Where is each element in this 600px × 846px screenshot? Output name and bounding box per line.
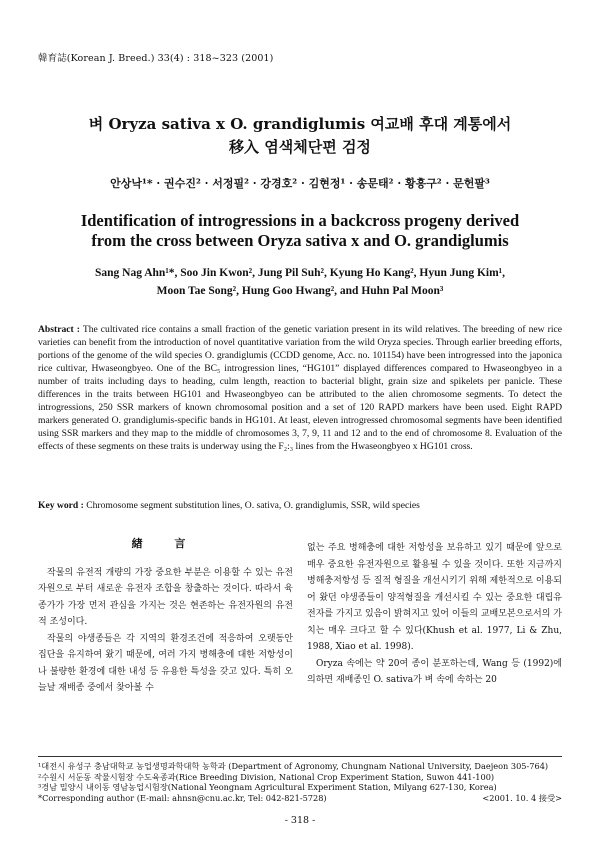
footnote-2: ²수원시 서둔동 작물시험장 수도육종과(Rice Breeding Division, National Crop Experiment Station, Suwon 441-100)	[38, 771, 495, 782]
abstract-text: The cultivated rice contains a small fraction of the genetic variation present in its wild relatives. The breeding of new rice varieties can benefit from the introduction of novel quantitative variation from the wild Oryza species. Through earlier breeding efforts, portions of the genome of the wild species O. grandiglumis (CCDD genome, Acc. no. 101154) have been introgressed into the japonica rice cultivar, Hwaseongbyeo. One of the BC₅ introgression lines, “HG101” displayed differences compared to Hwaseongbyeo in a number of traits including days to heading, culm length, reaction to bacterial blight, grain size and spikelets per panicle. These differences in the traits between HG101 and Hwaseongbyeo can be attributed to the alien chromosome segments. To detect the introgressions, 250 SSR markers of known chromosomal position and a set of 120 RAPD markers have been used. Eight RAPD markers generated O. grandiglumis-specific bands in HG101. At least, eleven introgressed chromosomal segments have been identified using SSR markers and they map to the middle of chromosomes 3, 7, 9, 11 and 12 and to the end of chromosome 8. Evaluation of the effects of these segments on these traits is underway using the F₂:₃ lines from the Hwaseongbyeo x HG101 cross.	[38, 324, 563, 452]
journal-header: 韓育誌(Korean J. Breed.) 33(4) : 318~323 (2001)	[38, 53, 274, 64]
footnotes	[38, 761, 562, 803]
english-title-line1: Identification of introgressions in a backcross progeny derived	[80, 211, 520, 230]
intro-right-column	[307, 540, 562, 689]
page-number: - 318 -	[284, 815, 316, 826]
keyword-label: Key word :	[38, 500, 84, 511]
section-heading: 緖 言	[131, 537, 200, 550]
corresponding-author: *Corresponding author (E-mail: ahnsn@cnu.ac.kr, Tel: 042-821-5728)	[38, 792, 327, 803]
english-authors-line1: Sang Nag Ahn¹*, Soo Jin Kwon², Jung Pil Suh², Kyung Ho Kang², Hyun Jung Kim¹,	[95, 267, 505, 279]
intro-paragraph: 작물의 야생종들은 각 지역의 환경조건에 적응하여 오랫동안 집단을 유지하여 왔기 때문에, 여러 가지 병해충에 대한 저항성이나 불량한 환경에 대한 내성 등 유용한 특성을 갖고 있다. 특히 오늘날 재배종 중에서 찾아볼 수	[38, 633, 293, 693]
intro-paragraph: 없는 주요 병해충에 대한 저항성을 보유하고 있기 때문에 앞으로 매우 중요한 유전자원으로 활용될 수 있을 것이다. 또한 지금까지 병해충저항성 등 질적 형질을 개선시키기 위해 제한적으로 이용되어 왔던 야생종들이 양적형질을 개선시킬 수 있는 중요한 대립유전자를 가지고 있음이 밝혀지고 있어 이들의 교배모본으로서의 가치는 매우 크다고 할 수 있다(Khush et al. 1977, Li & Zhu, 1988, Xiao et al. 1998).	[307, 543, 562, 652]
footnote-corresponding-row	[38, 793, 562, 804]
korean-title-line2: 移入 염색체단편 검정	[229, 138, 371, 156]
english-title-line2: from the cross between Oryza sativa x and O. grandiglumis	[91, 231, 509, 250]
keywords	[38, 500, 562, 511]
intro-paragraph: Oryza 속에는 약 20여 종이 분포하는데, Wang 등 (1992)에 의하면 재배종인 O. sativa가 벼 속에 속하는 20	[307, 658, 562, 685]
footnote-3: ³경남 밀양시 내이동 영남농업시험장(National Yeongnam Agricultural Experiment Station, Milyang 627-130, Korea)	[38, 782, 497, 792]
abstract-label: Abstract :	[38, 324, 80, 335]
footnote-divider	[38, 756, 562, 757]
keyword-text: Chromosome segment substitution lines, O. sativa, O. grandiglumis, SSR, wild species	[86, 500, 420, 511]
english-authors-line2: Moon Tae Song², Hung Goo Hwang², and Huhn Pal Moon³	[156, 285, 444, 297]
footnote-1: ¹대전시 유성구 충남대학교 농업생명과학대학 농학과 (Department of Agronomy, Chungnam National University, Daejeon 305-764)	[38, 761, 549, 771]
intro-paragraph: 작물의 유전적 개량의 가장 중요한 부분은 이용할 수 있는 유전자원으로 부터 새로운 유전자 조합을 창출하는 것이다. 따라서 육종가가 가장 먼저 관심을 가지는 것은 현존하는 유전자원의 유전적 조성이다.	[38, 567, 293, 627]
received-date: <2001. 10. 4 接受>	[482, 792, 562, 803]
abstract	[38, 323, 562, 453]
intro-left-column	[38, 536, 293, 697]
korean-title-line1: 벼 Oryza sativa x O. grandiglumis 여교배 후대 계통에서	[88, 115, 512, 133]
korean-authors: 안상낙¹* · 권수진² · 서정필² · 강경호² · 김현정¹ · 송문태² · 황흥구² · 문헌팔³	[110, 177, 490, 190]
